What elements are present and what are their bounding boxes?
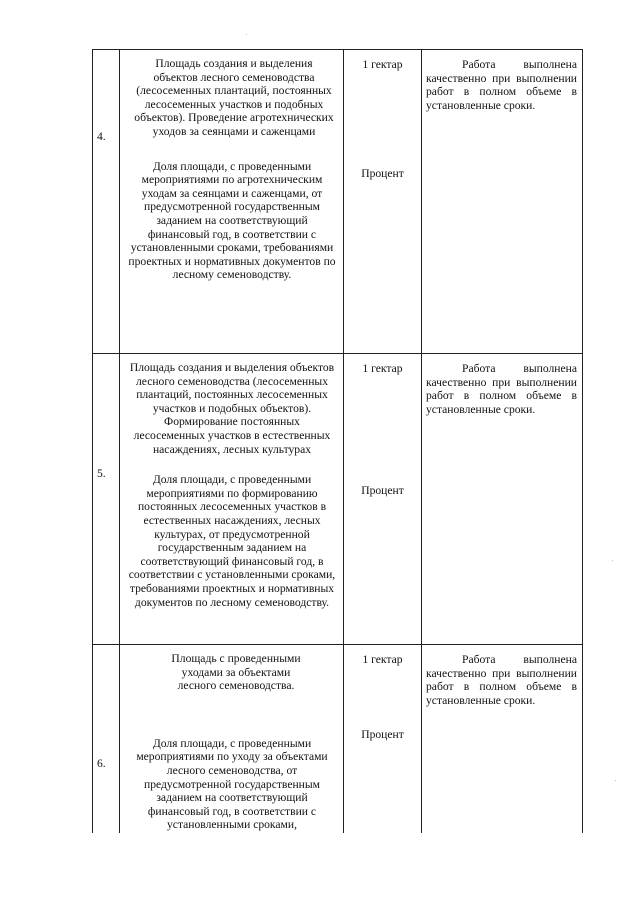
- unit-cell: [344, 354, 422, 645]
- description-cell: [120, 354, 344, 645]
- quality-indicator: Доля площади, с проведенными мероприятиями по агротехническим уходам за сеянцами и саженцами, от предусмотренной государственным заданием на соответствующий финансовый год, в соответствии с установленными сроками, требованиями проектных и нормативных документов по лесному семеноводству.: [128, 159, 336, 282]
- work-description: Площадь создания и выделения объектов лесного семеноводства (лесосеменных плантаций, постоянных лесосеменных участков и подобных объектов). Проведение агротехнических уходов за сеянцами и саженцами: [134, 57, 334, 138]
- row-number-cell: [93, 645, 120, 834]
- table-row: [93, 645, 583, 834]
- result-cell: [422, 50, 583, 354]
- unit-percent: Процент: [361, 484, 404, 497]
- table-row: [93, 354, 583, 645]
- result-text: Работа выполнена качественно при выполнении работ в полном объеме в установленные сроки.: [426, 653, 577, 707]
- row-number-cell: [93, 354, 120, 645]
- unit-area: 1 гектар: [362, 653, 403, 666]
- scan-speck: [612, 560, 613, 561]
- unit-cell: [344, 50, 422, 354]
- result-cell: [422, 645, 583, 834]
- unit-percent: Процент: [361, 728, 404, 741]
- works-table: [92, 49, 583, 833]
- quality-indicator: Доля площади, с проведенными мероприятиями по уходу за объектами лесного семеноводства, от предусмотренной государственным заданием на соответствующий финансовый год, в соответствии с установленными сроками,: [136, 736, 328, 832]
- row-number: 5.: [97, 467, 106, 480]
- quality-indicator: Доля площади, с проведенными мероприятиями по формированию постоянных лесосеменных участков в естественных насаждениях, лесных культурах, от предусмотренной государственным заданием на соответствующий финансовый год, в соответствии с установленными сроками, требованиями проектных и нормативных документов по лесному семеноводству.: [128, 473, 336, 609]
- unit-area: 1 гектар: [362, 58, 403, 71]
- unit-cell: [344, 645, 422, 834]
- result-text: Работа выполнена качественно при выполнении работ в полном объеме в установленные сроки.: [426, 362, 577, 416]
- unit-area: 1 гектар: [362, 362, 403, 375]
- work-description: Площадь с проведенными уходами за объектами лесного семеноводства.: [171, 652, 301, 693]
- table-row: [93, 50, 583, 354]
- description-cell: [120, 645, 344, 834]
- row-number-cell: [93, 50, 120, 354]
- result-text: Работа выполнена качественно при выполнении работ в полном объеме в установленные сроки.: [426, 58, 577, 112]
- row-number: 4.: [97, 130, 106, 143]
- work-description: Площадь создания и выделения объектов лесного семеноводства (лесосеменных плантаций, постоянных лесосеменных участков и подобных объектов). Формирование постоянных лесосеменных участков в естественных насаждениях, лесных культурах: [129, 361, 335, 456]
- scan-speck: [246, 34, 247, 35]
- row-number: 6.: [97, 757, 106, 770]
- description-cell: [120, 50, 344, 354]
- result-cell: [422, 354, 583, 645]
- unit-percent: Процент: [361, 167, 404, 180]
- scan-speck: [615, 780, 616, 781]
